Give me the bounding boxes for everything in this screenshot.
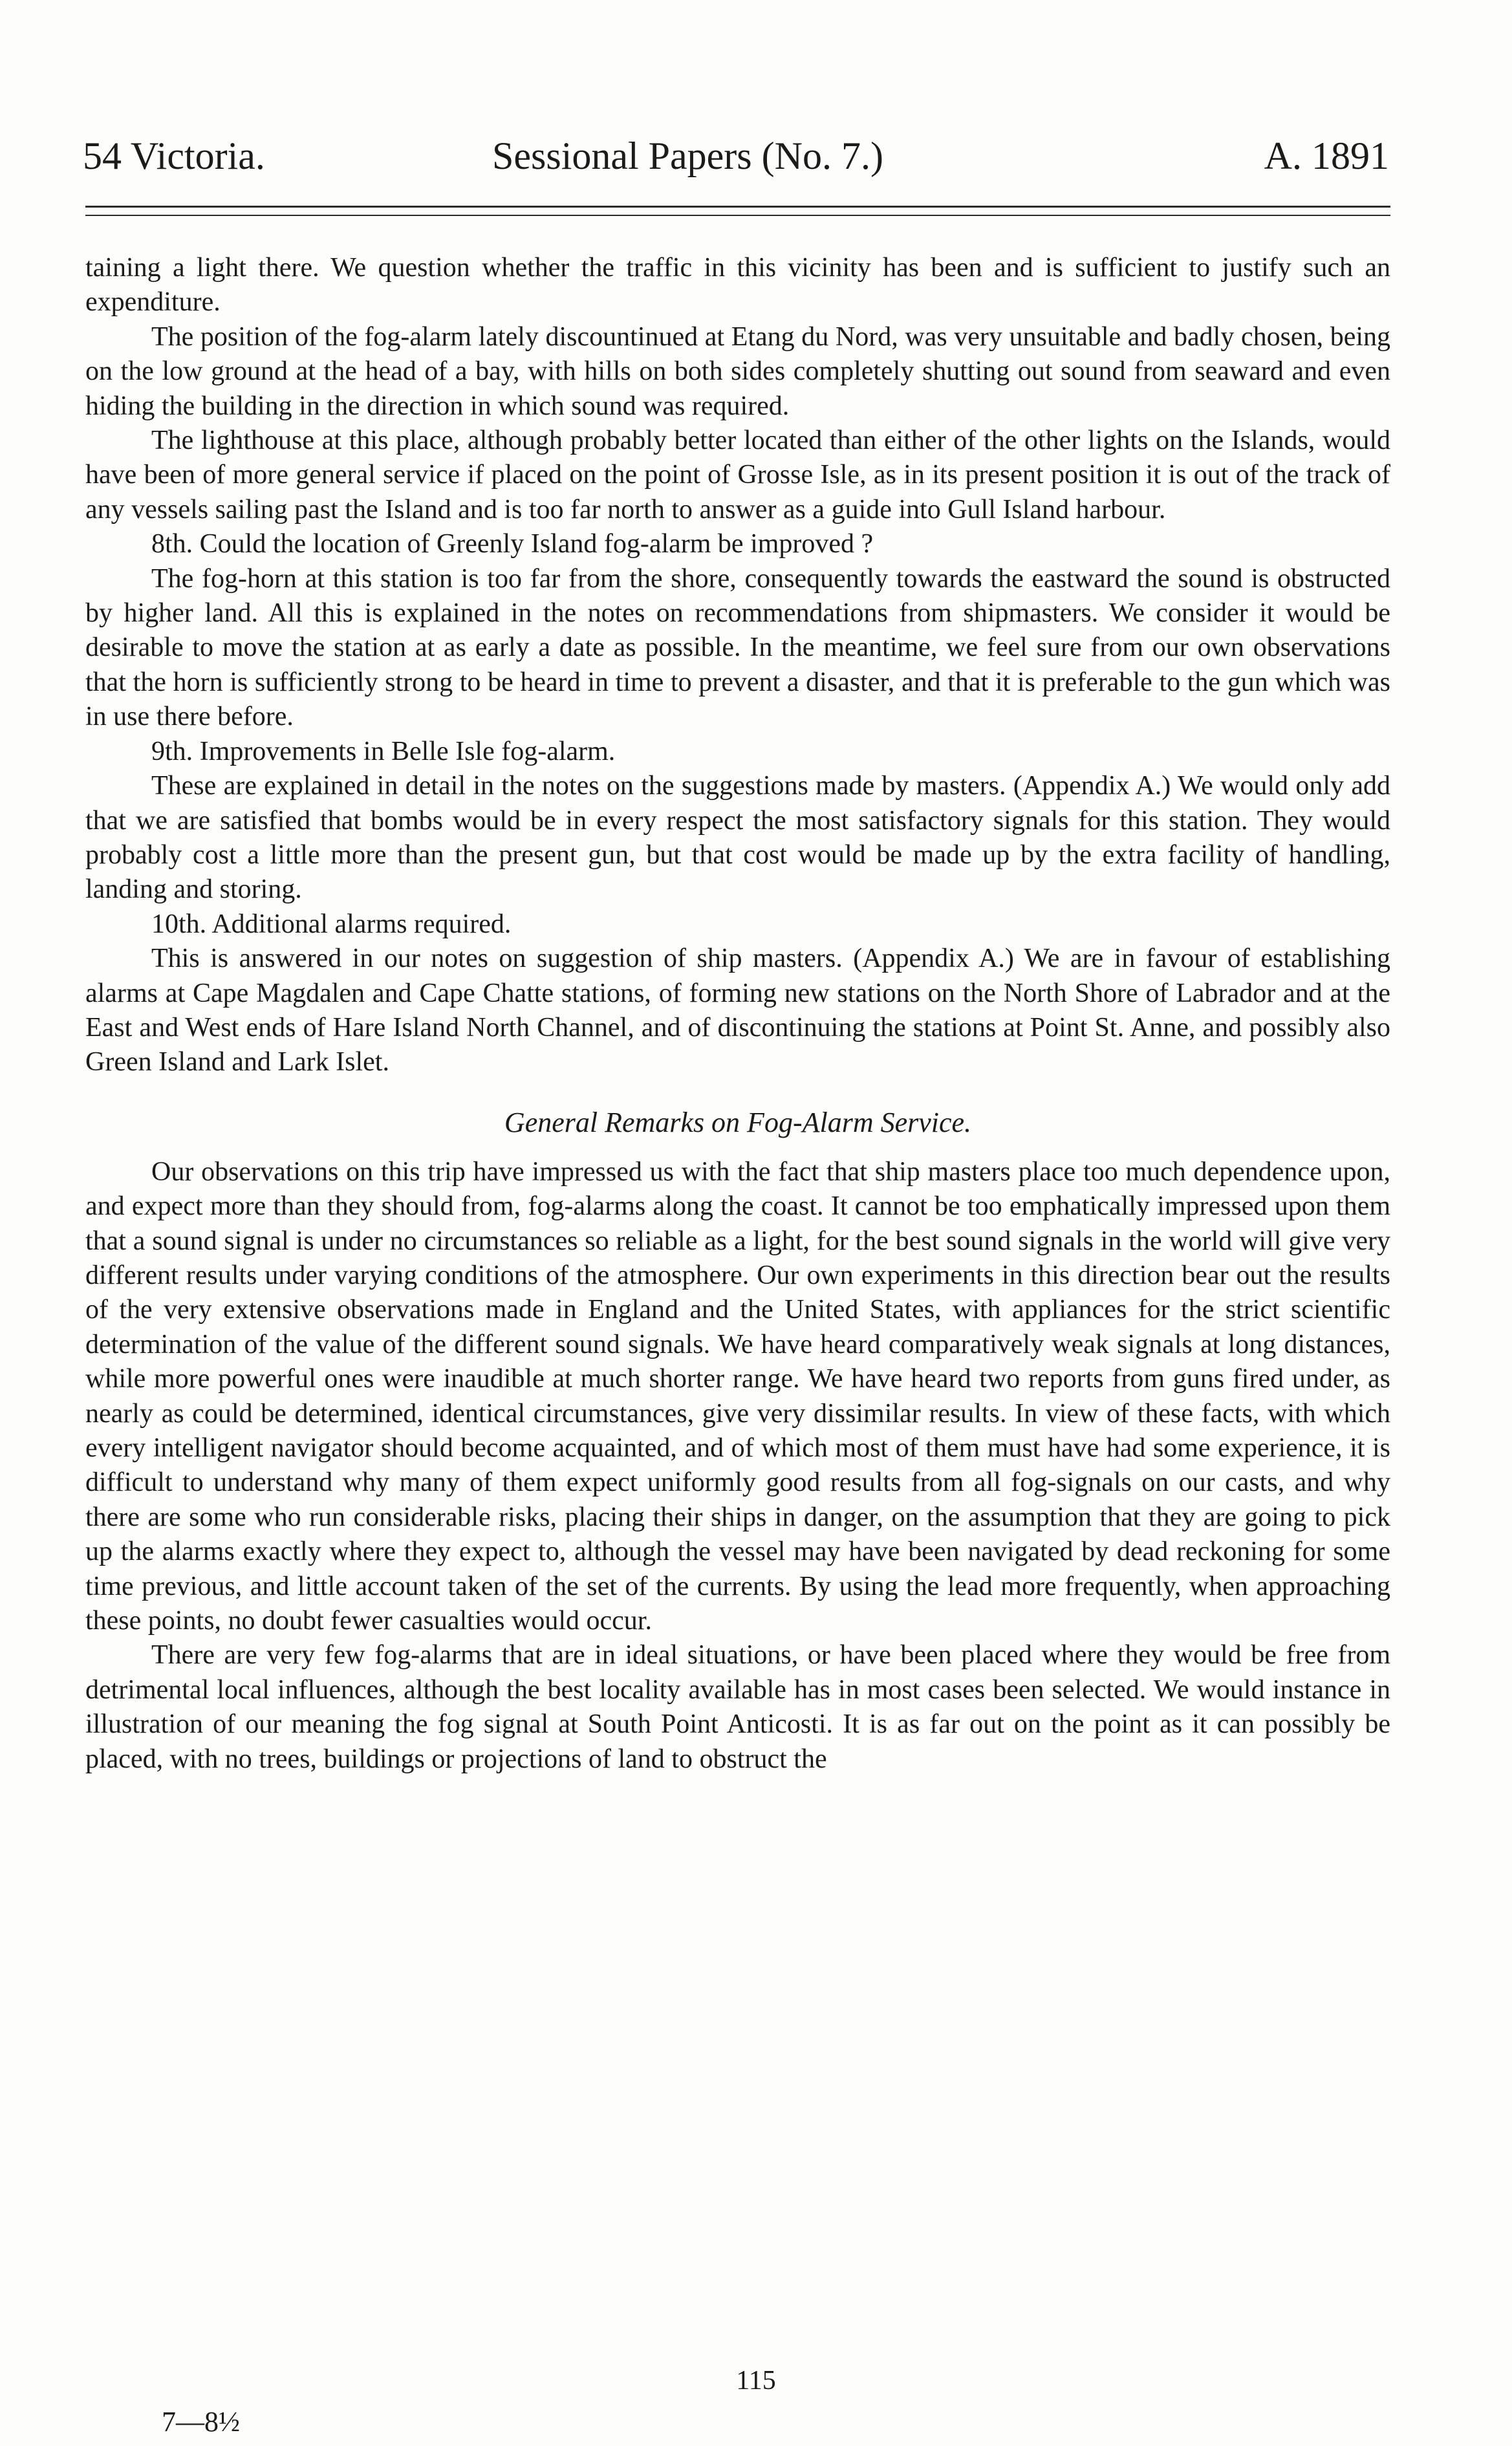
question-10th: 10th. Additional alarms required. — [151, 909, 512, 939]
paragraph-ideal-situations: There are very few fog-alarms that are in ideal situations, or have been placed where they would be free from detrimental local influences, although the best locality available has in most cases been selected. We would instance in illustration of our meaning the fog signal at South Point Anticosti. It is as far out on the point as it can possibly be placed, with no trees, buildings or projections of land to obstruct the — [85, 1640, 1390, 1774]
paragraph-lighthouse: The lighthouse at this place, although probably better located than either of the other lights on the Islands, would have been of more general service if placed on the point of Grosse Isle, as in its present position it is out of the track of any vessels sailing past the Island and is too far north to answer as a guide into Gull Island harbour. — [85, 426, 1390, 525]
paragraph-fog-horn: The fog-horn at this station is too far from the shore, consequently towards the eastward the sound is obstructed by higher land. All this is explained in the notes on recommendations from shipmasters. We consider it would be desirable to move the station at as early a date as possible. In the meantime, we feel sure from our own observations that the horn is sufficiently strong to be heard in time to prevent a disaster, and that it is preferable to the gun which was in use there before. — [85, 563, 1390, 732]
header-title: Sessional Papers (No. 7.) — [492, 135, 883, 177]
question-8th: 8th. Could the location of Greenly Island fog-alarm be improved ? — [151, 529, 874, 559]
paragraph-belle-isle: These are explained in detail in the notes on the suggestions made by masters. (Appendix A.) We would only add that we are satisfied that bombs would be in every respect the most satisfactory signals for this station. They would probably cost a little more than the present gun, but that cost would be made up by the extra facility of handling, landing and storing. — [85, 771, 1390, 905]
header-volume: 54 Victoria. — [83, 135, 265, 177]
header-rule-thin — [85, 215, 1390, 216]
page-number: 115 — [736, 2366, 776, 2396]
header-rule-thick — [85, 206, 1390, 208]
paragraph-continuation: taining a light there. We question whether the traffic in this vicinity has been and is sufficient to justify such an expenditure. — [85, 253, 1390, 318]
header-year: A. 1891 — [1264, 135, 1389, 177]
section-heading: General Remarks on Fog-Alarm Service. — [504, 1106, 972, 1138]
question-9th: 9th. Improvements in Belle Isle fog-alarm. — [151, 736, 616, 766]
signature-mark: 7—8½ — [162, 2406, 240, 2438]
body-text — [85, 251, 1390, 1777]
paragraph-additional-alarms: This is answered in our notes on suggestion of ship masters. (Appendix A.) We are in favour of establishing alarms at Cape Magdalen and Cape Chatte stations, of forming new stations on the North Shore of Labrador and at the East and West ends of Hare Island North Channel, and of discontinuing the stations at Point St. Anne, and possibly also Green Island and Lark Islet. — [85, 944, 1390, 1077]
running-header — [83, 127, 1389, 185]
paragraph-etang-du-nord: The position of the fog-alarm lately discountinued at Etang du Nord, was very unsuitable and badly chosen, being on the low ground at the head of a bay, with hills on both sides completely shutting out sound from seaward and even hiding the building in the direction in which sound was required. — [85, 321, 1390, 421]
paragraph-general-remarks: Our observations on this trip have impressed us with the fact that ship masters place too much dependence upon, and expect more than they should from, fog-alarms along the coast. It cannot be too emphatically impressed upon them that a sound signal is under no circumstances so reliable as a light, for the best sound signals in the world will give very different results under varying conditions of the atmosphere. Our own experiments in this direction bear out the results of the very extensive observations made in England and the United States, with appliances for the strict scientific determination of the value of the different sound signals. We have heard comparatively weak signals at long distances, while more powerful ones were inaudible at much shorter range. We have heard two reports from guns fired under, as nearly as could be determined, identical circumstances, give very dissimilar results. In view of these facts, with which every intelligent navigator should become acquainted, and of which most of them must have had some experience, it is difficult to understand why many of them expect uniformly good results from all fog-signals on our casts, and why there are some who run considerable risks, placing their ships in danger, on the assumption that they are going to pick up the alarms exactly where they expect to, although the vessel may have been navigated by dead reckoning for some time previous, and little account taken of the set of the currents. By using the lead more frequently, when approaching these points, no doubt fewer casualties would occur. — [85, 1156, 1390, 1636]
